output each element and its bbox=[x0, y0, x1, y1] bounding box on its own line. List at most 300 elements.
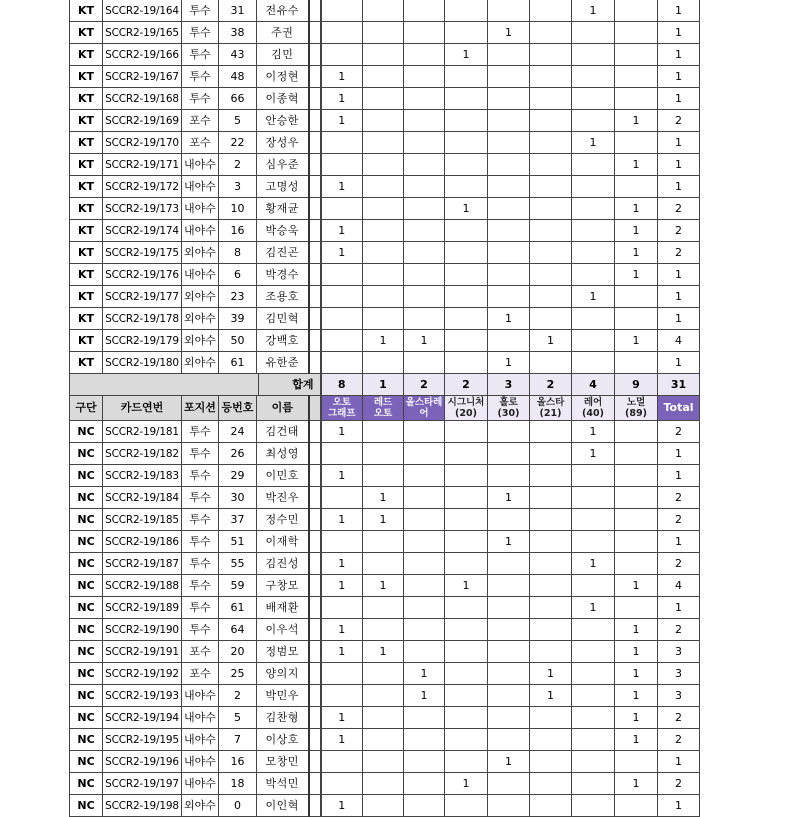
count-signature-cell bbox=[445, 286, 488, 308]
row-total-cell: 3 bbox=[658, 641, 700, 663]
count-signature-cell bbox=[445, 22, 488, 44]
count-rare-cell bbox=[572, 110, 615, 132]
player-name-cell: 박석민 bbox=[257, 773, 309, 795]
card-no-cell: SCCR2-19/164 bbox=[103, 0, 182, 22]
table-row bbox=[70, 154, 700, 176]
team-cell: NC bbox=[70, 509, 103, 531]
count-allstar-rare-cell bbox=[404, 707, 445, 729]
count-allstar-rare-cell bbox=[404, 773, 445, 795]
count-autograph-cell: 1 bbox=[321, 509, 363, 531]
uniform-no-cell: 38 bbox=[219, 22, 257, 44]
blank-spacer-cell bbox=[309, 176, 321, 198]
count-red-auto-cell: 1 bbox=[363, 330, 404, 352]
count-red-auto-cell bbox=[363, 531, 404, 553]
card-no-cell: SCCR2-19/187 bbox=[103, 553, 182, 575]
card-no-cell: SCCR2-19/174 bbox=[103, 220, 182, 242]
count-normal-cell bbox=[615, 487, 658, 509]
count-holo-cell bbox=[488, 509, 530, 531]
row-total-cell: 4 bbox=[658, 330, 700, 352]
count-autograph-cell bbox=[321, 22, 363, 44]
player-name-cell: 김민 bbox=[257, 44, 309, 66]
count-normal-cell: 1 bbox=[615, 707, 658, 729]
count-allstar-cell bbox=[530, 597, 572, 619]
uniform-no-cell: 22 bbox=[219, 132, 257, 154]
count-allstar-cell bbox=[530, 751, 572, 773]
position-cell: 외야수 bbox=[182, 330, 219, 352]
count-signature-cell bbox=[445, 88, 488, 110]
count-normal-cell: 1 bbox=[615, 220, 658, 242]
team-cell: KT bbox=[70, 0, 103, 22]
card-no-cell: SCCR2-19/183 bbox=[103, 465, 182, 487]
count-red-auto-cell bbox=[363, 264, 404, 286]
uniform-no-cell: 24 bbox=[219, 421, 257, 443]
team-cell: KT bbox=[70, 66, 103, 88]
count-red-auto-cell bbox=[363, 110, 404, 132]
uniform-no-cell: 18 bbox=[219, 773, 257, 795]
count-signature-cell bbox=[445, 308, 488, 330]
team-cell: KT bbox=[70, 352, 103, 374]
count-holo-cell: 1 bbox=[488, 22, 530, 44]
blank-spacer-cell bbox=[309, 685, 321, 707]
count-holo-cell: 1 bbox=[488, 487, 530, 509]
count-signature-cell bbox=[445, 795, 488, 817]
blank-spacer-cell bbox=[309, 308, 321, 330]
position-cell: 포수 bbox=[182, 110, 219, 132]
count-normal-cell: 1 bbox=[615, 685, 658, 707]
count-allstar-rare-cell bbox=[404, 597, 445, 619]
card-checklist-sheet bbox=[69, 0, 700, 817]
count-signature-cell bbox=[445, 330, 488, 352]
count-holo-cell bbox=[488, 795, 530, 817]
blank-spacer-cell bbox=[309, 0, 321, 22]
count-signature-cell bbox=[445, 465, 488, 487]
count-allstar-rare-cell bbox=[404, 465, 445, 487]
count-normal-cell: 1 bbox=[615, 619, 658, 641]
blank-spacer-cell bbox=[309, 531, 321, 553]
position-cell: 내야수 bbox=[182, 176, 219, 198]
position-cell: 포수 bbox=[182, 132, 219, 154]
blank-spacer-cell bbox=[309, 44, 321, 66]
count-normal-cell: 1 bbox=[615, 663, 658, 685]
row-total-cell: 2 bbox=[658, 110, 700, 132]
team-cell: KT bbox=[70, 154, 103, 176]
count-red-auto-cell bbox=[363, 751, 404, 773]
blank-spacer-cell bbox=[309, 597, 321, 619]
count-normal-cell: 1 bbox=[615, 330, 658, 352]
row-total-cell: 2 bbox=[658, 509, 700, 531]
count-holo-cell bbox=[488, 663, 530, 685]
card-no-cell: SCCR2-19/167 bbox=[103, 66, 182, 88]
total-value-allstar: 2 bbox=[530, 374, 572, 396]
uniform-no-cell: 55 bbox=[219, 553, 257, 575]
uniform-no-cell: 6 bbox=[219, 264, 257, 286]
player-name-cell: 이재학 bbox=[257, 531, 309, 553]
uniform-no-cell: 48 bbox=[219, 66, 257, 88]
row-total-cell: 1 bbox=[658, 443, 700, 465]
count-signature-cell bbox=[445, 597, 488, 619]
position-cell: 투수 bbox=[182, 0, 219, 22]
count-holo-cell bbox=[488, 110, 530, 132]
table-row bbox=[70, 641, 700, 663]
count-red-auto-cell bbox=[363, 286, 404, 308]
count-allstar-cell bbox=[530, 44, 572, 66]
count-allstar-rare-cell bbox=[404, 751, 445, 773]
uniform-no-cell: 31 bbox=[219, 0, 257, 22]
count-autograph-cell: 1 bbox=[321, 729, 363, 751]
player-name-cell: 이민호 bbox=[257, 465, 309, 487]
blank-spacer-cell bbox=[309, 330, 321, 352]
count-normal-cell bbox=[615, 0, 658, 22]
header-total: Total bbox=[658, 396, 700, 421]
card-no-cell: SCCR2-19/178 bbox=[103, 308, 182, 330]
count-allstar-cell bbox=[530, 110, 572, 132]
player-name-cell: 안승한 bbox=[257, 110, 309, 132]
table-row bbox=[70, 707, 700, 729]
row-total-cell: 1 bbox=[658, 795, 700, 817]
header-spacer bbox=[309, 396, 321, 421]
count-allstar-rare-cell bbox=[404, 308, 445, 330]
card-no-cell: SCCR2-19/181 bbox=[103, 421, 182, 443]
row-total-cell: 4 bbox=[658, 575, 700, 597]
table-row bbox=[70, 176, 700, 198]
count-red-auto-cell bbox=[363, 619, 404, 641]
card-no-cell: SCCR2-19/169 bbox=[103, 110, 182, 132]
card-no-cell: SCCR2-19/180 bbox=[103, 352, 182, 374]
count-rare-cell bbox=[572, 220, 615, 242]
player-name-cell: 모창민 bbox=[257, 751, 309, 773]
uniform-no-cell: 30 bbox=[219, 487, 257, 509]
count-allstar-rare-cell bbox=[404, 220, 445, 242]
position-cell: 내야수 bbox=[182, 751, 219, 773]
row-total-cell: 2 bbox=[658, 220, 700, 242]
table-row bbox=[70, 487, 700, 509]
count-allstar-cell bbox=[530, 132, 572, 154]
team-cell: KT bbox=[70, 242, 103, 264]
count-normal-cell: 1 bbox=[615, 264, 658, 286]
count-autograph-cell bbox=[321, 531, 363, 553]
count-normal-cell bbox=[615, 531, 658, 553]
count-signature-cell: 1 bbox=[445, 44, 488, 66]
player-name-cell: 황재균 bbox=[257, 198, 309, 220]
count-allstar-rare-cell bbox=[404, 729, 445, 751]
card-no-cell: SCCR2-19/196 bbox=[103, 751, 182, 773]
count-holo-cell bbox=[488, 707, 530, 729]
count-autograph-cell bbox=[321, 264, 363, 286]
table-row bbox=[70, 88, 700, 110]
count-rare-cell bbox=[572, 619, 615, 641]
position-cell: 투수 bbox=[182, 22, 219, 44]
count-allstar-rare-cell: 1 bbox=[404, 663, 445, 685]
position-cell: 투수 bbox=[182, 531, 219, 553]
uniform-no-cell: 7 bbox=[219, 729, 257, 751]
count-allstar-rare-cell bbox=[404, 44, 445, 66]
team-cell: KT bbox=[70, 110, 103, 132]
team-cell: NC bbox=[70, 597, 103, 619]
count-holo-cell: 1 bbox=[488, 308, 530, 330]
count-allstar-cell bbox=[530, 0, 572, 22]
position-cell: 내야수 bbox=[182, 220, 219, 242]
player-name-cell: 최성영 bbox=[257, 443, 309, 465]
blank-spacer-cell bbox=[309, 443, 321, 465]
player-name-cell: 심우준 bbox=[257, 154, 309, 176]
count-allstar-cell bbox=[530, 707, 572, 729]
count-allstar-rare-cell bbox=[404, 619, 445, 641]
position-cell: 내야수 bbox=[182, 685, 219, 707]
card-no-cell: SCCR2-19/166 bbox=[103, 44, 182, 66]
team-cell: KT bbox=[70, 264, 103, 286]
count-allstar-cell bbox=[530, 421, 572, 443]
count-red-auto-cell bbox=[363, 597, 404, 619]
position-cell: 투수 bbox=[182, 421, 219, 443]
team-cell: KT bbox=[70, 176, 103, 198]
count-red-auto-cell bbox=[363, 465, 404, 487]
count-allstar-rare-cell bbox=[404, 641, 445, 663]
header-team: 구단 bbox=[70, 396, 103, 421]
header-autograph: 오토 그래프 bbox=[321, 396, 363, 421]
table-row bbox=[70, 352, 700, 374]
table-row bbox=[70, 220, 700, 242]
position-cell: 외야수 bbox=[182, 242, 219, 264]
blank-spacer-cell bbox=[309, 553, 321, 575]
row-total-cell: 1 bbox=[658, 751, 700, 773]
count-holo-cell bbox=[488, 641, 530, 663]
count-allstar-cell bbox=[530, 176, 572, 198]
count-holo-cell bbox=[488, 330, 530, 352]
header-position: 포지션 bbox=[182, 396, 219, 421]
row-total-cell: 1 bbox=[658, 66, 700, 88]
row-total-cell: 1 bbox=[658, 531, 700, 553]
count-holo-cell bbox=[488, 443, 530, 465]
count-allstar-cell bbox=[530, 443, 572, 465]
count-signature-cell bbox=[445, 553, 488, 575]
uniform-no-cell: 2 bbox=[219, 685, 257, 707]
blank-spacer-cell bbox=[309, 663, 321, 685]
uniform-no-cell: 59 bbox=[219, 575, 257, 597]
blank-spacer-cell bbox=[309, 795, 321, 817]
position-cell: 투수 bbox=[182, 88, 219, 110]
total-value-autograph: 8 bbox=[321, 374, 363, 396]
blank-spacer-cell bbox=[309, 286, 321, 308]
card-no-cell: SCCR2-19/186 bbox=[103, 531, 182, 553]
player-name-cell: 김진성 bbox=[257, 553, 309, 575]
position-cell: 투수 bbox=[182, 597, 219, 619]
count-allstar-rare-cell bbox=[404, 553, 445, 575]
card-no-cell: SCCR2-19/191 bbox=[103, 641, 182, 663]
count-allstar-cell bbox=[530, 729, 572, 751]
count-allstar-rare-cell bbox=[404, 198, 445, 220]
header-uniform-no: 등번호 bbox=[219, 396, 257, 421]
count-holo-cell: 1 bbox=[488, 751, 530, 773]
count-autograph-cell bbox=[321, 751, 363, 773]
header-card-no: 카드연번 bbox=[103, 396, 182, 421]
team-cell: KT bbox=[70, 132, 103, 154]
count-signature-cell bbox=[445, 264, 488, 286]
blank-spacer-cell bbox=[309, 641, 321, 663]
count-allstar-rare-cell: 1 bbox=[404, 685, 445, 707]
count-autograph-cell: 1 bbox=[321, 176, 363, 198]
count-normal-cell bbox=[615, 308, 658, 330]
count-holo-cell bbox=[488, 198, 530, 220]
total-value-normal: 9 bbox=[615, 374, 658, 396]
uniform-no-cell: 50 bbox=[219, 330, 257, 352]
blank-spacer-cell bbox=[309, 352, 321, 374]
player-name-cell: 이정현 bbox=[257, 66, 309, 88]
row-total-cell: 2 bbox=[658, 619, 700, 641]
position-cell: 투수 bbox=[182, 44, 219, 66]
count-red-auto-cell bbox=[363, 132, 404, 154]
count-allstar-cell bbox=[530, 264, 572, 286]
count-rare-cell bbox=[572, 264, 615, 286]
blank-spacer-cell bbox=[309, 619, 321, 641]
player-name-cell: 장성우 bbox=[257, 132, 309, 154]
row-total-cell: 1 bbox=[658, 176, 700, 198]
team-cell: NC bbox=[70, 729, 103, 751]
header-rare: 레어 (40) bbox=[572, 396, 615, 421]
count-allstar-cell bbox=[530, 575, 572, 597]
count-autograph-cell: 1 bbox=[321, 220, 363, 242]
count-red-auto-cell bbox=[363, 220, 404, 242]
count-red-auto-cell bbox=[363, 421, 404, 443]
count-holo-cell bbox=[488, 421, 530, 443]
card-no-cell: SCCR2-19/177 bbox=[103, 286, 182, 308]
count-signature-cell: 1 bbox=[445, 773, 488, 795]
table-row bbox=[70, 553, 700, 575]
count-rare-cell: 1 bbox=[572, 597, 615, 619]
count-allstar-cell: 1 bbox=[530, 685, 572, 707]
row-total-cell: 2 bbox=[658, 198, 700, 220]
count-rare-cell bbox=[572, 44, 615, 66]
uniform-no-cell: 23 bbox=[219, 286, 257, 308]
count-allstar-cell bbox=[530, 66, 572, 88]
count-red-auto-cell bbox=[363, 88, 404, 110]
count-allstar-rare-cell bbox=[404, 352, 445, 374]
count-allstar-cell bbox=[530, 198, 572, 220]
row-total-cell: 1 bbox=[658, 308, 700, 330]
card-no-cell: SCCR2-19/184 bbox=[103, 487, 182, 509]
player-name-cell: 이인혁 bbox=[257, 795, 309, 817]
count-normal-cell bbox=[615, 751, 658, 773]
count-red-auto-cell bbox=[363, 352, 404, 374]
uniform-no-cell: 2 bbox=[219, 154, 257, 176]
count-autograph-cell: 1 bbox=[321, 465, 363, 487]
count-allstar-rare-cell bbox=[404, 286, 445, 308]
player-name-cell: 배재환 bbox=[257, 597, 309, 619]
count-autograph-cell: 1 bbox=[321, 88, 363, 110]
count-red-auto-cell bbox=[363, 242, 404, 264]
player-name-cell: 구창모 bbox=[257, 575, 309, 597]
total-value-grand: 31 bbox=[658, 374, 700, 396]
team-cell: NC bbox=[70, 773, 103, 795]
row-total-cell: 2 bbox=[658, 729, 700, 751]
player-name-cell: 이상호 bbox=[257, 729, 309, 751]
header-row bbox=[70, 396, 700, 421]
count-signature-cell bbox=[445, 0, 488, 22]
row-total-cell: 1 bbox=[658, 22, 700, 44]
count-rare-cell bbox=[572, 663, 615, 685]
count-signature-cell bbox=[445, 220, 488, 242]
blank-spacer-cell bbox=[309, 487, 321, 509]
count-rare-cell bbox=[572, 795, 615, 817]
count-normal-cell: 1 bbox=[615, 729, 658, 751]
row-total-cell: 1 bbox=[658, 88, 700, 110]
player-name-cell: 정수민 bbox=[257, 509, 309, 531]
count-allstar-cell bbox=[530, 531, 572, 553]
team-cell: NC bbox=[70, 487, 103, 509]
nc-rows bbox=[70, 421, 700, 817]
count-holo-cell bbox=[488, 88, 530, 110]
team-cell: NC bbox=[70, 707, 103, 729]
count-autograph-cell: 1 bbox=[321, 421, 363, 443]
total-value-holo: 3 bbox=[488, 374, 530, 396]
count-allstar-cell bbox=[530, 220, 572, 242]
player-name-cell: 조용호 bbox=[257, 286, 309, 308]
count-rare-cell bbox=[572, 242, 615, 264]
count-signature-cell bbox=[445, 685, 488, 707]
card-no-cell: SCCR2-19/176 bbox=[103, 264, 182, 286]
blank-spacer-cell bbox=[309, 110, 321, 132]
count-autograph-cell bbox=[321, 0, 363, 22]
count-rare-cell bbox=[572, 487, 615, 509]
count-holo-cell bbox=[488, 66, 530, 88]
position-cell: 외야수 bbox=[182, 286, 219, 308]
count-autograph-cell bbox=[321, 487, 363, 509]
team-cell: NC bbox=[70, 751, 103, 773]
count-rare-cell: 1 bbox=[572, 443, 615, 465]
count-red-auto-cell: 1 bbox=[363, 641, 404, 663]
count-holo-cell bbox=[488, 619, 530, 641]
blank-spacer-cell bbox=[309, 242, 321, 264]
count-allstar-rare-cell bbox=[404, 509, 445, 531]
count-signature-cell bbox=[445, 707, 488, 729]
count-autograph-cell bbox=[321, 443, 363, 465]
count-allstar-rare-cell: 1 bbox=[404, 330, 445, 352]
header-normal: 노멀 (89) bbox=[615, 396, 658, 421]
table-row bbox=[70, 421, 700, 443]
team-cell: KT bbox=[70, 198, 103, 220]
team-cell: KT bbox=[70, 88, 103, 110]
count-rare-cell bbox=[572, 352, 615, 374]
count-holo-cell bbox=[488, 575, 530, 597]
count-signature-cell bbox=[445, 509, 488, 531]
table-row bbox=[70, 795, 700, 817]
table-row bbox=[70, 773, 700, 795]
position-cell: 투수 bbox=[182, 66, 219, 88]
row-total-cell: 3 bbox=[658, 685, 700, 707]
count-allstar-cell bbox=[530, 352, 572, 374]
count-red-auto-cell bbox=[363, 44, 404, 66]
player-name-cell: 김건태 bbox=[257, 421, 309, 443]
card-no-cell: SCCR2-19/172 bbox=[103, 176, 182, 198]
team-cell: NC bbox=[70, 663, 103, 685]
count-normal-cell: 1 bbox=[615, 242, 658, 264]
position-cell: 외야수 bbox=[182, 352, 219, 374]
count-allstar-cell bbox=[530, 88, 572, 110]
count-allstar-cell bbox=[530, 553, 572, 575]
count-rare-cell bbox=[572, 707, 615, 729]
count-normal-cell: 1 bbox=[615, 110, 658, 132]
count-allstar-rare-cell bbox=[404, 154, 445, 176]
header-red-auto: 레드 오토 bbox=[363, 396, 404, 421]
team-cell: NC bbox=[70, 465, 103, 487]
table-row bbox=[70, 531, 700, 553]
row-total-cell: 1 bbox=[658, 154, 700, 176]
table-row bbox=[70, 619, 700, 641]
count-rare-cell bbox=[572, 575, 615, 597]
count-rare-cell bbox=[572, 88, 615, 110]
total-value-rare: 4 bbox=[572, 374, 615, 396]
count-holo-cell bbox=[488, 465, 530, 487]
table-row bbox=[70, 465, 700, 487]
